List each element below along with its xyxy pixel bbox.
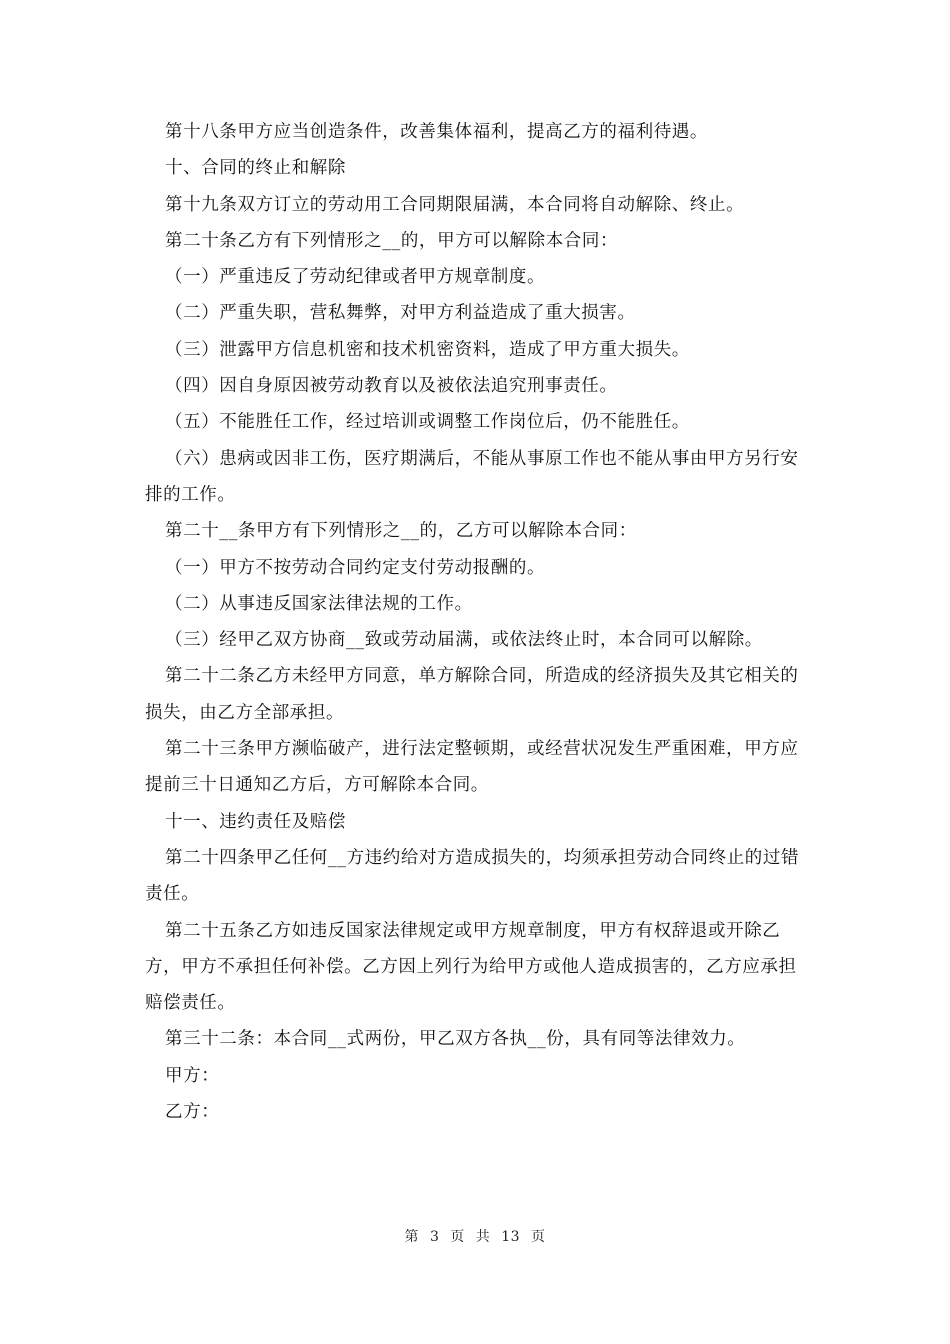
signature-line-party-b: 乙方： bbox=[165, 1102, 220, 1123]
paragraph: 第二十二条乙方未经甲方同意，单方解除合同，所造成的经济损失及其它相关的损失，由乙方全部承担。 bbox=[145, 666, 799, 723]
list-item: （三）经甲乙双方协商__致或劳动届满，或依法终止时，本合同可以解除。 bbox=[165, 630, 763, 651]
list-item: （一）甲方不按劳动合同约定支付劳动报酬的。 bbox=[165, 557, 546, 578]
paragraph: 第二十四条甲乙任何__方违约给对方造成损失的，均须承担劳动合同终止的过错责任。 bbox=[145, 847, 800, 905]
paragraph: 第二十条乙方有下列情形之__的，甲方可以解除本合同： bbox=[165, 230, 619, 251]
list-item: （五）不能胜任工作，经过培训或调整工作岗位后，仍不能胜任。 bbox=[165, 412, 690, 433]
section-heading: 十一、违约责任及赔偿 bbox=[165, 811, 346, 832]
paragraph: 第三十二条：本合同__式两份，甲乙双方各执__份，具有同等法律效力。 bbox=[165, 1029, 746, 1050]
list-item: （一）严重违反了劳动纪律或者甲方规章制度。 bbox=[165, 267, 546, 288]
list-item: （二）从事违反国家法律法规的工作。 bbox=[165, 593, 473, 614]
list-item: （三）泄露甲方信息机密和技术机密资料，造成了甲方重大损失。 bbox=[165, 339, 690, 360]
paragraph: 第十九条双方订立的劳动用工合同期限届满，本合同将自动解除、终止。 bbox=[165, 194, 745, 215]
section-heading: 十、合同的终止和解除 bbox=[165, 158, 346, 179]
document-body bbox=[145, 114, 805, 1130]
page-number-footer: 第 3 页 共 13 页 bbox=[404, 1229, 546, 1245]
list-item: （六）患病或因非工伤，医疗期满后，不能从事原工作也不能从事由甲方另行安排的工作。 bbox=[145, 448, 799, 505]
list-item: （二）严重失职，营私舞弊，对甲方利益造成了重大损害。 bbox=[165, 303, 636, 324]
paragraph: 第二十__条甲方有下列情形之__的，乙方可以解除本合同： bbox=[165, 521, 637, 542]
paragraph: 第十八条甲方应当创造条件，改善集体福利，提高乙方的福利待遇。 bbox=[165, 122, 708, 142]
paragraph: 第二十五条乙方如违反国家法律规定或甲方规章制度，甲方有权辞退或开除乙方，甲方不承担任何补偿。乙方因上列行为给甲方或他人造成损害的，乙方应承担赔偿责任。 bbox=[145, 920, 797, 1014]
signature-line-party-a: 甲方： bbox=[165, 1065, 220, 1086]
paragraph: 第二十三条甲方濒临破产，进行法定整顿期，或经营状况发生严重困难，甲方应提前三十日通知乙方后，方可解除本合同。 bbox=[145, 739, 799, 796]
list-item: （四）因自身原因被劳动教育以及被依法追究刑事责任。 bbox=[165, 376, 618, 397]
